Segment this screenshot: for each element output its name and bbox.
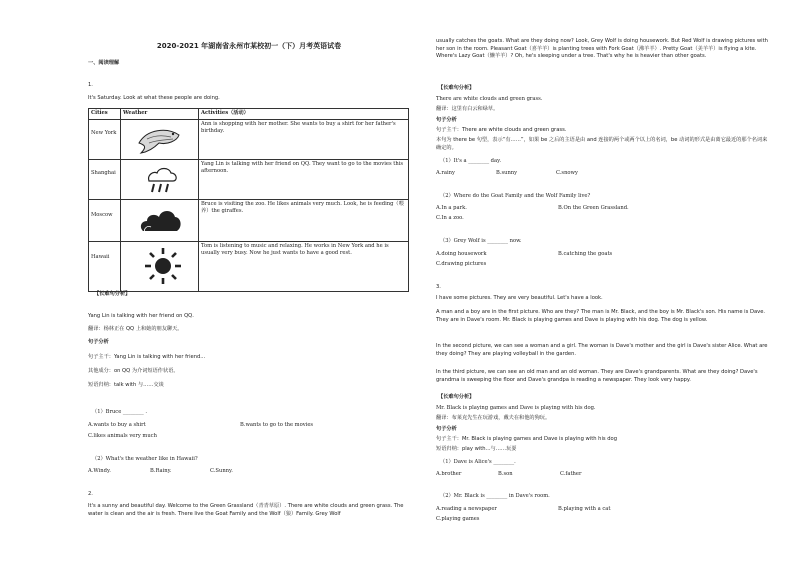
- question-2-number: 2.: [88, 491, 93, 497]
- translation: 翻译：这里有白云和绿草。: [436, 106, 499, 112]
- option-b[interactable]: B.son: [498, 471, 513, 477]
- city-cell: New York: [89, 119, 121, 159]
- weather-cell: [121, 199, 199, 241]
- option-c[interactable]: C.In a zoo.: [436, 215, 464, 221]
- question-1-1: （1）Bruce ________ .: [92, 409, 147, 415]
- windy-icon: [137, 125, 196, 155]
- city-cell: Moscow: [89, 199, 121, 241]
- question-3-1: （1）Dave is Alice's ________.: [440, 459, 516, 465]
- cloudy-icon: [139, 205, 196, 237]
- option-a[interactable]: A.reading a newspaper: [436, 506, 497, 512]
- option-c[interactable]: C.playing games: [436, 516, 480, 522]
- analysis-heading: 句子分析: [436, 117, 457, 123]
- question-2-3: （3）Grey Wolf is ________ now.: [440, 238, 522, 244]
- key-sentence: Yang Lin is talking with her friend on QQ.: [88, 313, 194, 319]
- grammar-note: 本句为 there be 句型，表示“有……”，如果 be 之后的主语是由 and 连接的两个或两个以上的名词，be 动词的形式是由离它最近的那个名词来确定的。: [436, 137, 768, 151]
- question-3-2: （2）Mr. Black is ________ in Dave's room.: [440, 493, 550, 499]
- header-activities: Activities（活动）: [199, 109, 409, 120]
- activity-cell: Bruce is visiting the zoo. He likes animals very much. Look, he is feeding（喂养）the giraffes.: [199, 199, 409, 241]
- option-c[interactable]: C.father: [560, 471, 582, 477]
- option-b[interactable]: B.On the Green Grassland.: [558, 205, 629, 211]
- option-a[interactable]: A.In a park.: [436, 205, 467, 211]
- analysis-tag: 【长难句分析】: [438, 85, 475, 91]
- section-heading: 一、阅读理解: [88, 60, 120, 66]
- analysis-heading: 句子分析: [88, 339, 109, 345]
- option-a[interactable]: A.doing housework: [436, 251, 487, 257]
- weather-cell: [121, 241, 199, 291]
- exam-title: 2020-2021 年湖南省永州市某校初一（下）月考英语试卷: [156, 42, 342, 50]
- option-c[interactable]: C.Sunny.: [210, 468, 233, 474]
- question-2-2: （2）Where do the Goat Family and the Wolf Family live?: [440, 193, 591, 199]
- passage-paragraph: I have some pictures. They are very beautiful. Let's have a look.: [436, 295, 603, 301]
- phrase-summary: 短语归纳：play with...与……玩耍: [436, 446, 517, 452]
- analysis-heading: 句子分析: [436, 426, 457, 432]
- activity-cell: Ann is shopping with her mother. She wants to buy a shirt for her father's birthday.: [199, 119, 409, 159]
- key-sentence: There are white clouds and green grass.: [436, 96, 543, 102]
- option-a[interactable]: A.rainy: [436, 170, 455, 176]
- analysis-tag: 【长难句分析】: [94, 291, 131, 297]
- sentence-core: 句子主干：Mr. Black is playing games and Dave is playing with his dog: [436, 436, 617, 442]
- sentence-core: 句子主干：There are white clouds and green grass.: [436, 127, 567, 133]
- header-cities: Cities: [89, 109, 121, 120]
- key-sentence: Mr. Black is playing games and Dave is playing with his dog.: [436, 405, 596, 411]
- question-1-number: 1.: [88, 82, 93, 88]
- table-header-row: [89, 109, 409, 120]
- analysis-tag: 【长难句分析】: [438, 394, 475, 400]
- table-row: [89, 159, 409, 199]
- option-c[interactable]: C.likes animals very much: [88, 433, 157, 439]
- question-2-1: （1）It's a ________ day.: [440, 158, 501, 164]
- option-b[interactable]: B.wants to go to the movies: [240, 422, 314, 428]
- sunny-icon: [143, 246, 196, 286]
- option-c[interactable]: C.snowy: [556, 170, 578, 176]
- passage-paragraph: A man and a boy are in the first picture. Who are they? The man is Mr. Black, and the boy is Mr. Black's son. His name is Dave. They are in Dave's room. Mr. Black is playing games and Dave is playing with his dog. The dog is yellow.: [436, 309, 766, 323]
- option-a[interactable]: A.Windy.: [88, 468, 111, 474]
- weather-activity-table: [88, 108, 409, 292]
- weather-cell: [121, 119, 199, 159]
- table-row: [89, 241, 409, 291]
- option-b[interactable]: B.playing with a cat: [558, 506, 611, 512]
- question-2-passage-continued: usually catches the goats. What are they doing now? Look, Grey Wolf is doing housework. But Red Wolf is drawing pictures with her son in the room. Pleasant Goat（喜羊羊）is planting trees with Fork Goat（沸羊羊）. Pretty Goat（美羊羊）is flying a kite. Where's Lazy Goat（懒羊羊）? Oh, he's sleeping under a tree. That's why he is heavier than other goats.: [436, 38, 768, 60]
- activity-cell: Yang Lin is talking with her friend on QQ. They want to go to the movies this afternoon.: [199, 159, 409, 199]
- rainy-icon: [145, 165, 196, 195]
- sentence-core: 句子主干：Yang Lin is talking with her friend...: [88, 354, 206, 360]
- table-row: [89, 119, 409, 159]
- option-a[interactable]: A.wants to buy a shirt: [88, 422, 146, 428]
- translation: 翻译：布莱克先生在玩游戏，戴夫在和他的狗玩。: [436, 415, 551, 421]
- translation: 翻译：杨林正在 QQ 上和她的朋友聊天。: [88, 326, 183, 332]
- question-2-passage: It's a sunny and beautiful day. Welcome to the Green Grassland（青青草原）. There are white clouds and green grass. The water is clean and the air is fresh. There live the Goat Family and the Wolf（狼）Family. Grey Wolf: [88, 503, 404, 517]
- question-1-intro: It's Saturday. Look at what these people are doing.: [88, 95, 220, 101]
- phrase-summary: 短语归纳：talk with 与……交谈: [88, 382, 164, 388]
- header-weather: Weather: [121, 109, 199, 120]
- weather-cell: [121, 159, 199, 199]
- option-b[interactable]: B.Rainy.: [150, 468, 172, 474]
- activity-cell: Tom is listening to music and relaxing. He works in New York and he is usually very busy. Now he just wants to have a good rest.: [199, 241, 409, 291]
- question-1-2: （2）What's the weather like in Hawaii?: [92, 456, 198, 462]
- option-b[interactable]: B.catching the goats: [558, 251, 613, 257]
- question-3-number: 3.: [436, 284, 441, 290]
- passage-paragraph: In the second picture, we can see a woman and a girl. The woman is Dave's mother and the girl is Dave's sister Alice. What are they doing? They are playing volleyball in the garden.: [436, 343, 768, 357]
- option-c[interactable]: C.drawing pictures: [436, 261, 487, 267]
- passage-paragraph: In the third picture, we can see an old man and an old woman. They are Dave's grandparents. What are they doing? Dave's grandma is sweeping the floor and Dave's grandpa is reading a newspaper. They look very happy.: [436, 369, 758, 383]
- option-a[interactable]: A.brother: [436, 471, 462, 477]
- table-row: [89, 199, 409, 241]
- other-components: 其他成分：on QQ 为介词短语作状语。: [88, 368, 179, 374]
- option-b[interactable]: B.sunny: [496, 170, 518, 176]
- city-cell: Shanghai: [89, 159, 121, 199]
- city-cell: Hawaii: [89, 241, 121, 291]
